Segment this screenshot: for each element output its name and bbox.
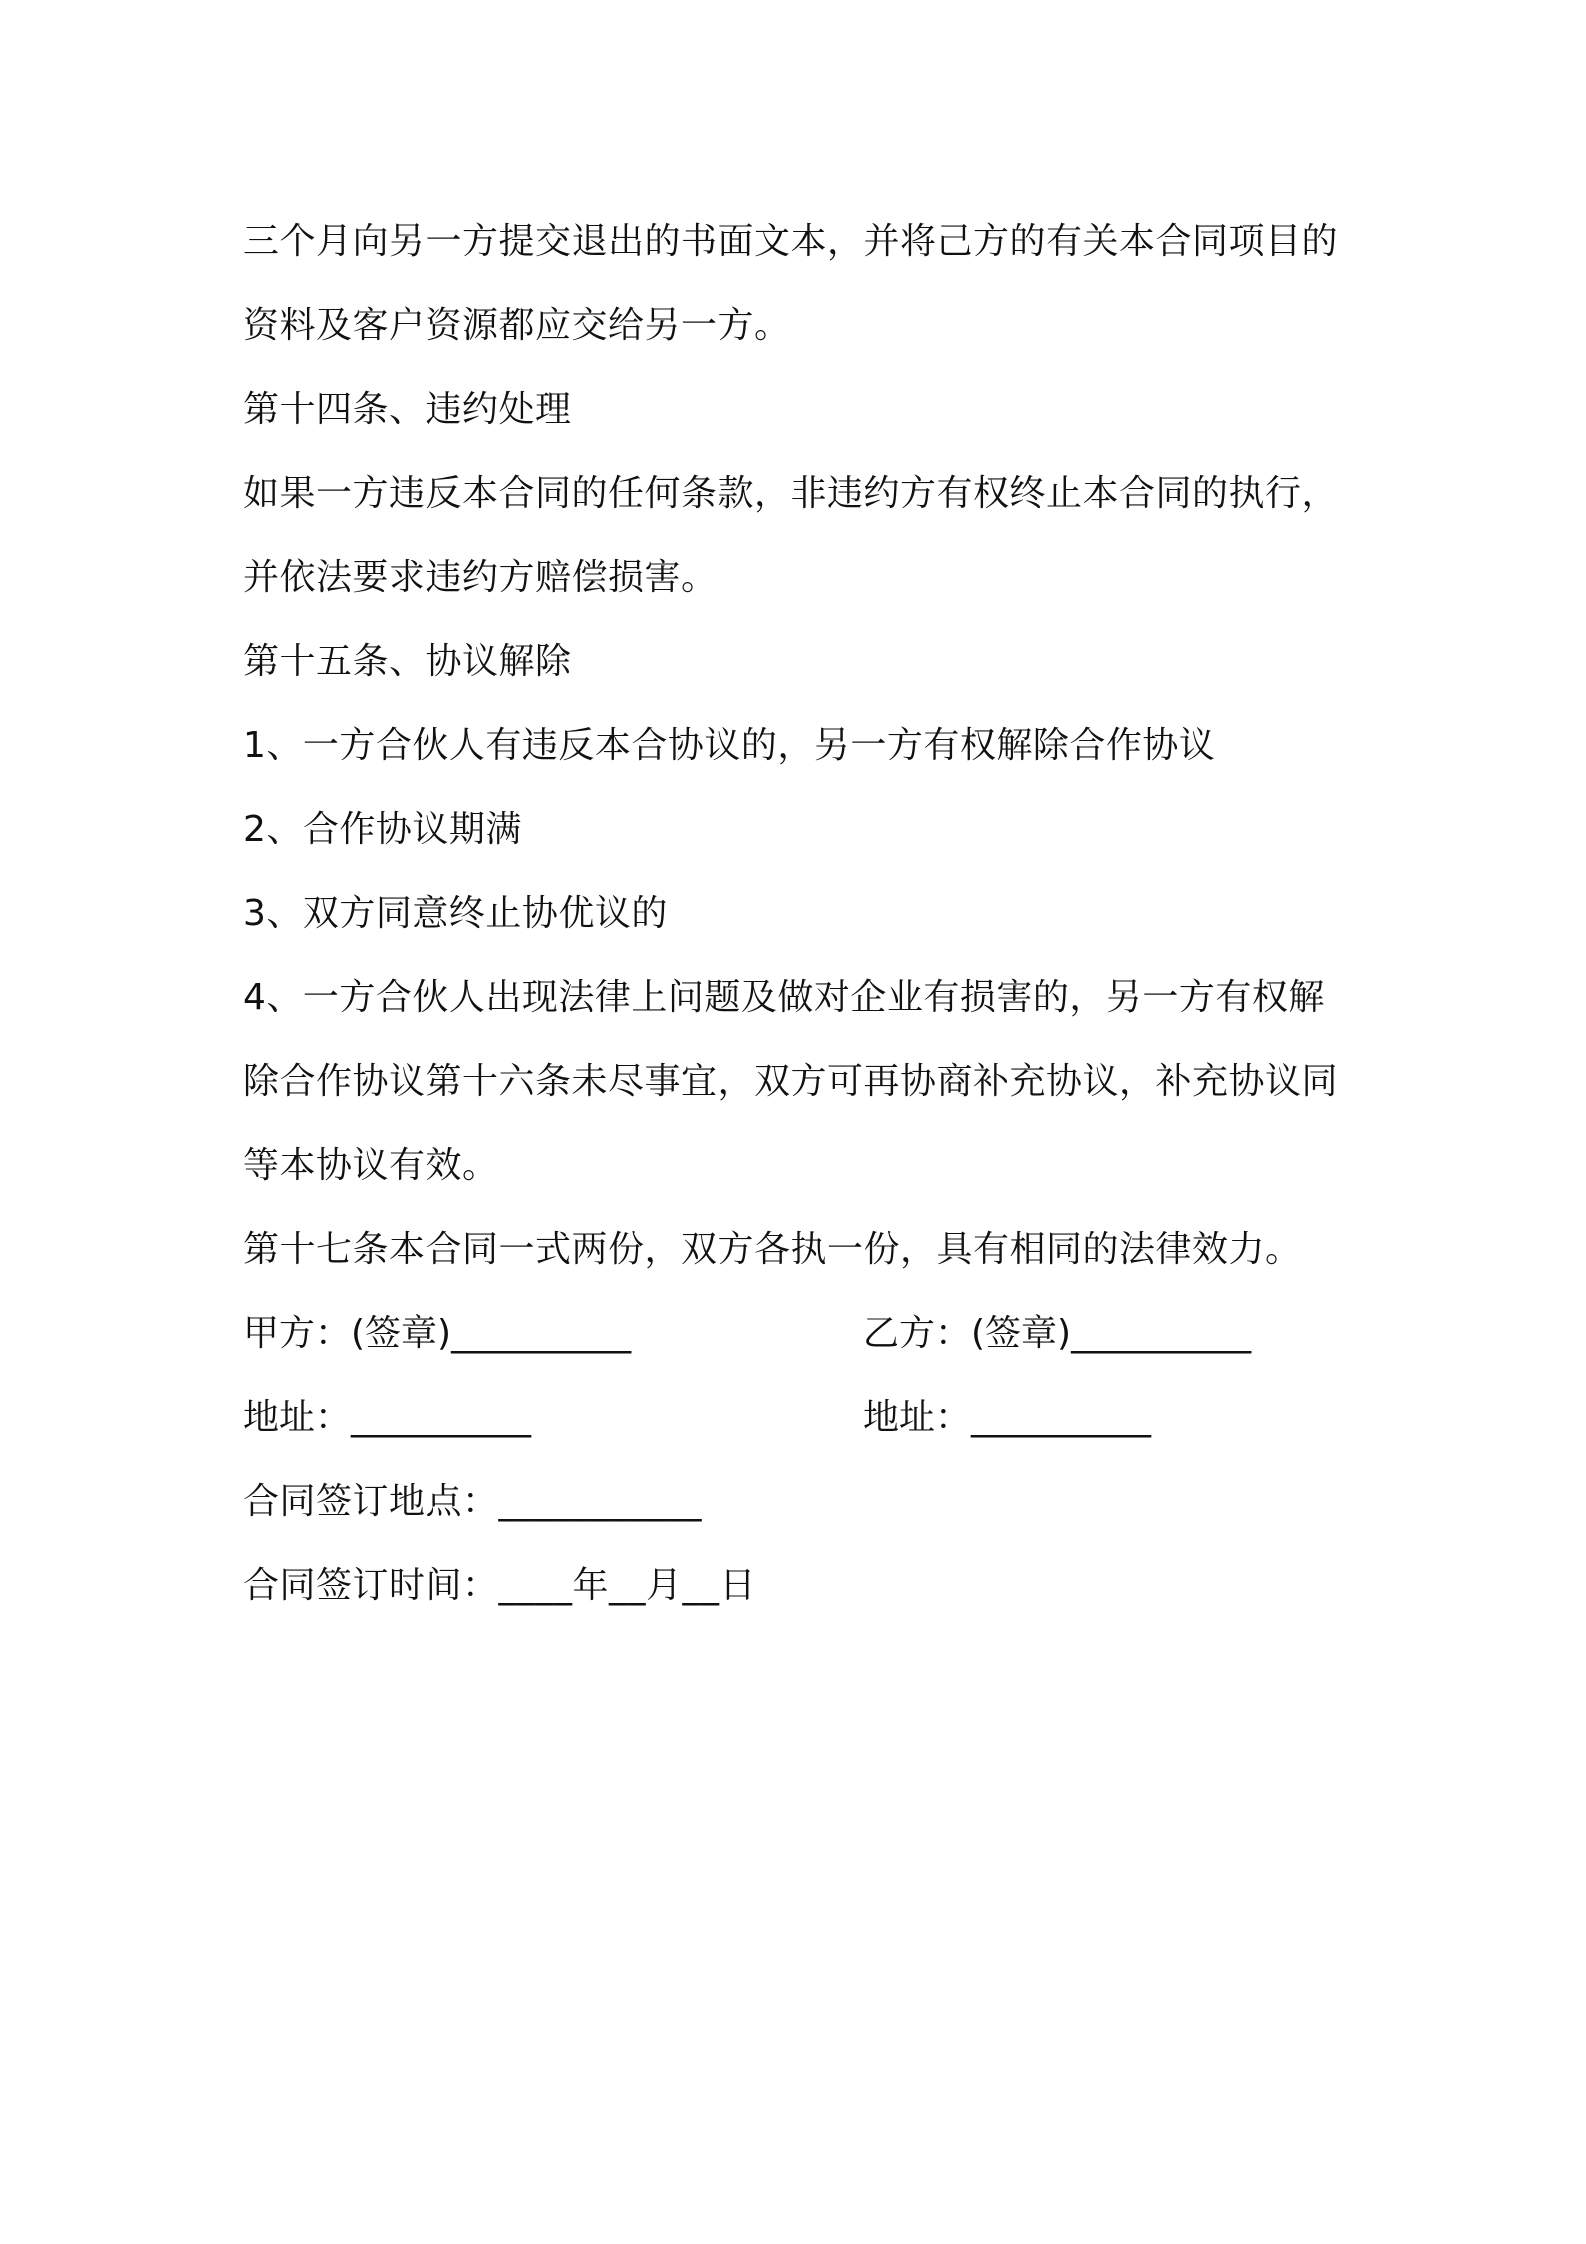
paragraph-line: 资料及客户资源都应交给另一方。 [243, 305, 791, 346]
section-heading-14: 第十四条、违约处理 [243, 389, 572, 430]
party-a-signature: 甲方：(签章)__________ [243, 1313, 632, 1354]
sign-place: 合同签订地点：___________ [243, 1481, 703, 1522]
section-heading-17: 第十七条本合同一式两份，双方各执一份，具有相同的法律效力。 [243, 1229, 1302, 1270]
paragraph-line: 除合作协议第十六条未尽事宜，双方可再协商补充协议，补充协议同 [243, 1061, 1339, 1102]
party-b-address: 地址：__________ [863, 1397, 1152, 1438]
paragraph-line: 并依法要求违约方赔偿损害。 [243, 557, 718, 598]
sign-time: 合同签订时间：____年__月__日 [243, 1565, 757, 1606]
list-item-4: 4、一方合伙人出现法律上问题及做对企业有损害的，另一方有权解 [243, 977, 1325, 1018]
paragraph-line: 三个月向另一方提交退出的书面文本，并将己方的有关本合同项目的 [243, 221, 1339, 262]
section-heading-15: 第十五条、协议解除 [243, 641, 572, 682]
party-a-address: 地址：__________ [243, 1397, 532, 1438]
party-b-signature: 乙方：(签章)__________ [863, 1313, 1252, 1354]
document-body [243, 200, 1363, 1628]
list-item-1: 1、一方合伙人有违反本合协议的，另一方有权解除合作协议 [243, 725, 1216, 766]
paragraph-line: 等本协议有效。 [243, 1145, 499, 1186]
signature-row [243, 1292, 1363, 1376]
list-item-2: 2、合作协议期满 [243, 809, 522, 850]
list-item-3: 3、双方同意终止协优议的 [243, 893, 668, 934]
address-row [243, 1376, 1363, 1460]
paragraph-line: 如果一方违反本合同的任何条款，非违约方有权终止本合同的执行， [243, 473, 1339, 514]
